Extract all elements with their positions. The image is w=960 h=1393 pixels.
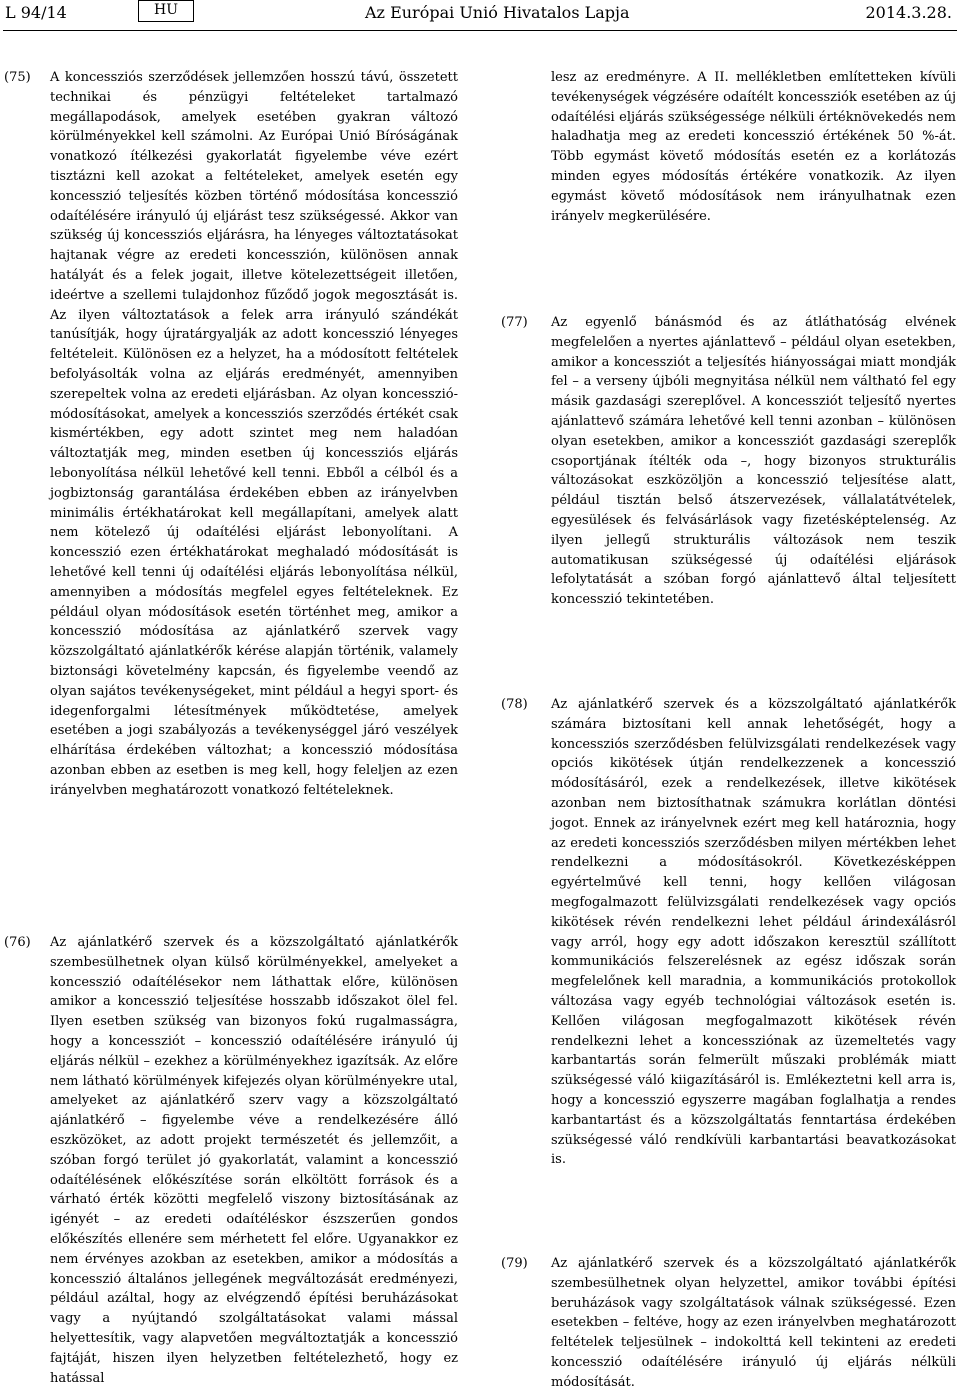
header-divider bbox=[3, 30, 957, 31]
recital-text: lesz az eredményre. A II. mellékletben említetteken kívüli tevékenységek végzésére odaítélt koncessziók esetében az új odaítélési eljárás szükségessége nélküli értéknövekedés nem haladhatja meg az eredeti koncesszió értékének 50 %-át. Több egymást követő módosítás esetén ez a korlátozás minden egyes módosítás értékére vonatkozik. Az ilyen egymást követő módosítások nem irányulhatnak ezen irányelv megkerülésére. bbox=[551, 70, 956, 224]
page-header bbox=[0, 0, 960, 30]
recital-text: A koncessziós szerződések jellemzően hosszú távú, összetett technikai és pénzügyi feltételeket tartalmazó megállapodások, amelyek esetében gyakran változó körülményekkel kell számolni. Az Európai Unió Bíróságának vonatkozó ítélkezési gyakorlatát figyelembe véve ezért tisztázni kell azokat a feltételeket, amelyek esetén egy koncesszió teljesítés közben történő módosítása koncesszió odaítélésére irányuló új eljárást tesz szükségessé. Akkor van szükség új koncessziós eljárásra, ha lényeges változtatásokat hajtanak végre az eredeti koncesszión, különösen annak hatályát és a felek jogait, illetve kötelezettségeit illetően, ideértve a szellemi tulajdonhoz fűződő jogok megosztását is. Az ilyen változtatások a felek arra irányuló szándékát tanúsítják, hogy újratárgyalják az adott koncesszió lényeges feltételeit. Különösen ez a helyzet, ha a módosított feltételek befolyásolták volna az eljárás eredményét, amennyiben szerepeltek volna az eredeti eljárásban. Az olyan koncesszió-módosításokat, amelyek a koncessziós szerződés értékét csak kismértékben, egy adott szintet meg nem haladóan változtatják meg, minden esetben új koncessziós eljárás lebonyolítása nélkül lehetővé kell tenni. Ebből a célból és a jogbiztonság garantálása érdekében ebben az irányelvben minimális értékhatárokat kell megállapítani, amelyek alatt nem kötelező új odaítélési eljárást lebonyolítani. A koncesszió ezen értékhatárokat meghaladó módosítását is lehetővé kell tenni új odaítélési eljárás lebonyolítása nélkül, amennyiben a módosítás megfelel egyes feltételeknek. Ez például olyan módosítások esetén történhet meg, amikor a koncesszió módosítása az ajánlatkérő szervek vagy közszolgáltató ajánlatkérők kérése alapján történik, valamely biztonsági követelmény kapcsán, és figyelembe veendő az olyan sajátos tevékenységeket, mint például a hegyi sport- és idegenforgalmi létesítmények működtetése, amelyek esetében a jogi szabályozás a tevékenységgel járó veszélyek elhárítása érdekében változhat; a koncesszió módosítása azonban ebben az esetben is meg kell, hogy feleljen az ezen irányelvben meghatározott vonatkozó feltételeknek. bbox=[50, 70, 458, 798]
recital-text: Az ajánlatkérő szervek és a közszolgáltató ajánlatkérők számára biztosítani kell annak lehetőségét, hogy a koncessziós szerződésben felülvizsgálati rendelkezések vagy opciós kikötések útján rendelkezzenek a koncesszió módosításáról, ezek a rendelkezések, illetve kikötések azonban nem biztosíthatnak számukra korlátlan döntési jogot. Ennek az irányelvnek ezért meg kell határoznia, hogy az eredeti koncessziós szerződésben milyen mértékben lehet rendelkezni a módosításokról. Következésképpen egyértelművé kell tenni, hogy kellően világosan megfogalmazott felülvizsgálati rendelkezések vagy opciós kikötések révén rendelkezni lehet például árindexálásról vagy arról, hogy egy adott időszakon keresztül szállított kommunikációs felszerelésnek az egész időszak során megfelelőnek kell maradnia, a kommunikációs protokollok változása vagy egyéb technológiai változások esetén is. Kellően világosan megfogalmazott kikötések révén rendelkezni lehet a koncessziónak az üzemeltetés vagy karbantartás során felmerült műszaki problémák miatt szükségessé váló kiigazításáról is. Emlékeztetni kell arra is, hogy a koncesszió egyszerre magában foglalhatja a rendes karbantartást és a közszolgáltatás fenntartása érdekében szükségessé váló rendkívüli karbantartási beavatkozásokat is. bbox=[551, 697, 956, 1168]
recital-number: (76) bbox=[4, 935, 31, 950]
recital-76-continued bbox=[551, 68, 956, 226]
right-column bbox=[501, 68, 956, 1390]
language-badge: HU bbox=[138, 0, 194, 22]
recital-number: (79) bbox=[501, 1256, 528, 1271]
recital-text: Az ajánlatkérő szervek és a közszolgáltató ajánlatkérők szembesülhetnek olyan külső körülményekkel, amelyeket a koncesszió odaítélésekor nem láthattak előre, különösen amikor a koncesszió teljesítése hosszabb időszakot ölel fel. Ilyen esetben szükség van bizonyos fokú rugalmasságra, hogy a koncessziót – koncesszió odaítélésére irányuló új eljárás nélkül – ezekhez a körülményekhez igazítsák. Az előre nem látható körülmények kifejezés olyan körülményekre utal, amelyeket az ajánlatkérő szerv vagy a közszolgáltató ajánlatkérő – figyelembe véve a rendelkezésére álló eszközöket, az adott projekt természetét és jellemzőit, a szóban forgó terület jó gyakorlatát, valamint a koncesszió odaítélésének előkészítése során elköltött források és a várható érték közötti megfelelő viszony biztosításának az igényét – az eredeti odaítéléskor észszerűen gondos előkészítés ellenére sem mérhetett fel előre. Ugyanakkor ez nem érvényes azokban az esetekben, amikor a módosítás a koncesszió általános jellegének megváltozását eredményezi, például azáltal, hogy az elvégzendő építési beruházásokat vagy a nyújtandó szolgáltatásokat valami mással helyettesítik, vagy alapvetően megváltoztatják a koncesszió fajtáját, hiszen ilyen helyzetben feltételezhető, hogy ez hatással bbox=[50, 935, 458, 1386]
recital-number: (77) bbox=[501, 315, 528, 330]
recital-78 bbox=[501, 695, 956, 1170]
publication-date: 2014.3.28. bbox=[865, 3, 952, 22]
recital-text: Az ajánlatkérő szervek és a közszolgáltató ajánlatkérők szembesülhetnek olyan helyzettel, amikor további építési beruházások vagy szolgáltatások válnak szükségessé. Ezen esetekben – feltéve, hogy az ezen irányelvben meghatározott feltételek teljesülnek – indokolttá kell tekinteni az eredeti koncesszió odaítélésére irányuló új eljárás nélküli módosítását. bbox=[551, 1256, 956, 1390]
recital-79 bbox=[501, 1254, 956, 1393]
recital-text: Az egyenlő bánásmód és az átláthatóság elvének megfelelően a nyertes ajánlattevő – például olyan esetekben, amikor a koncessziót a teljesítés hiányosságai miatt mondják fel – a verseny újbóli megnyitása nélkül nem váltható fel egy másik gazdasági szereplővel. A koncessziót teljesítő nyertes ajánlattevő számára lehetővé kell tenni azonban – különösen olyan esetekben, amikor a koncessziót gazdasági szereplők csoportjának ítélték oda –, hogy bizonyos strukturális változásokat eszközöljön a koncesszió teljesítése alatt, például tisztán belső átszervezések, vállalatátvételek, egyesülések és felvásárlások vagy fizetésképtelenség. Az ilyen jellegű strukturális változások nem teszik automatikusan szükségessé új odaítélési eljárások lefolytatását a szóban forgó ajánlattevő által teljesített koncesszió tekintetében. bbox=[551, 315, 956, 608]
recital-77 bbox=[501, 313, 956, 610]
recital-75 bbox=[4, 68, 458, 800]
page-reference: L 94/14 bbox=[5, 3, 67, 22]
recital-number: (78) bbox=[501, 697, 528, 712]
left-column bbox=[4, 68, 458, 1386]
journal-title: Az Európai Unió Hivatalos Lapja bbox=[365, 3, 630, 22]
recital-number: (75) bbox=[4, 70, 31, 85]
recital-76 bbox=[4, 933, 458, 1388]
